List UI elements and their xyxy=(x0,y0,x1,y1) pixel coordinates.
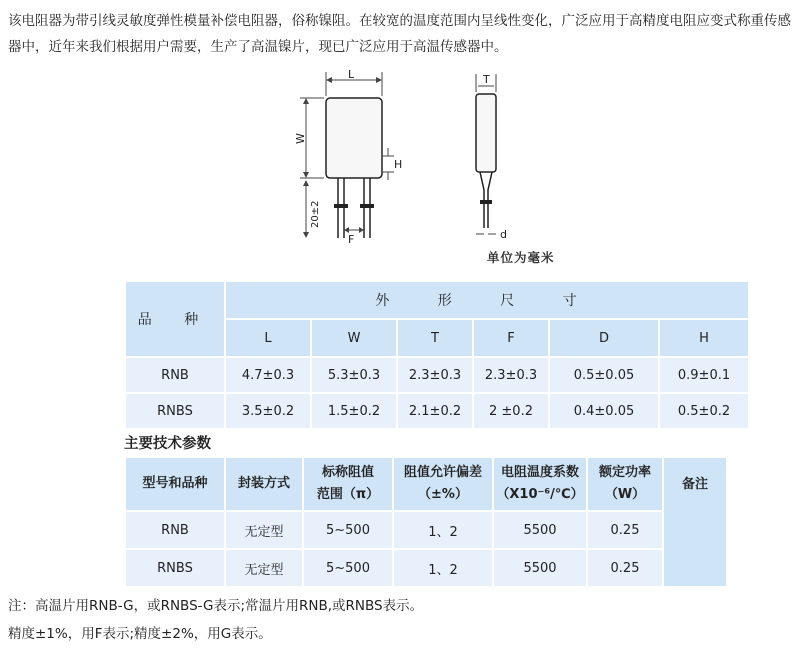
label-T: T xyxy=(483,73,490,86)
col-header-H: H xyxy=(660,320,748,356)
intro-paragraph: 该电阻器为带引线灵敏度弹性模量补偿电阻器，俗称镍阻。在较宽的温度范围内呈线性变化，广泛应用于高精度电阻应变式称重传感器中，近年来我们根据用户需要，生产了高温镍片，现已广泛应用于高温传感器中。 xyxy=(8,13,791,55)
cell: 无定型 xyxy=(226,550,302,586)
col-header-resistance-range: 标称阻值 范围（π） xyxy=(304,458,392,510)
dimensions-group-header: 外 形 尺 寸 xyxy=(226,282,748,318)
cell: 0.5±0.2 xyxy=(660,394,748,428)
note-line: 注：高温片用RNB-G，或RNBS-G表示;常温片用RNB,或RNBS表示。 xyxy=(8,598,424,614)
table-row xyxy=(126,358,748,392)
col-header-tolerance: 阻值允许偏差 （±%） xyxy=(394,458,492,510)
cell: 0.9±0.1 xyxy=(660,358,748,392)
col-header-tcr: 电阻温度系数 （X10⁻⁶/℃） xyxy=(494,458,586,510)
resistor-dimension-diagram xyxy=(290,68,600,248)
resistor-body-front xyxy=(326,98,382,178)
note-line: 精度±1%，用F表示;精度±2%，用G表示。 xyxy=(8,626,272,642)
cell: 4.7±0.3 xyxy=(226,358,310,392)
resistor-body-side xyxy=(476,94,496,172)
table-row xyxy=(126,394,748,428)
table-row xyxy=(126,550,726,586)
cell: 5500 xyxy=(494,512,586,548)
cell: 0.25 xyxy=(588,512,662,548)
row-name: RNB xyxy=(126,358,224,392)
label-H: H xyxy=(394,158,403,171)
cell: 3.5±0.2 xyxy=(226,394,310,428)
col-header-model: 型号和品种 xyxy=(126,458,224,510)
col-header-T: T xyxy=(398,320,472,356)
dimensions-table xyxy=(124,280,750,430)
cell: RNBS xyxy=(126,550,224,586)
cell: 无定型 xyxy=(226,512,302,548)
col-header-remarks: 备注 xyxy=(664,458,726,586)
table-row xyxy=(126,512,726,548)
cell: 5.3±0.3 xyxy=(312,358,396,392)
cell: 5~500 xyxy=(304,512,392,548)
variety-header: 品 种 xyxy=(126,282,224,356)
col-header-power: 额定功率 （W） xyxy=(588,458,662,510)
cell: 0.4±0.05 xyxy=(550,394,658,428)
col-header-W: W xyxy=(312,320,396,356)
cell: 2 ±0.2 xyxy=(474,394,548,428)
label-20: 20±2 xyxy=(310,200,321,228)
notes xyxy=(8,592,423,648)
cell: 2.1±0.2 xyxy=(398,394,472,428)
col-header-F: F xyxy=(474,320,548,356)
col-header-L: L xyxy=(226,320,310,356)
unit-note: 单位为毫米 xyxy=(487,250,555,265)
cell: RNB xyxy=(126,512,224,548)
cell: 2.3±0.3 xyxy=(474,358,548,392)
cell: 0.25 xyxy=(588,550,662,586)
label-W: W xyxy=(294,133,307,144)
cell: 1.5±0.2 xyxy=(312,394,396,428)
label-L: L xyxy=(348,68,355,81)
cell: 1、2 xyxy=(394,550,492,586)
cell: 5500 xyxy=(494,550,586,586)
col-header-D: D xyxy=(550,320,658,356)
col-header-package: 封装方式 xyxy=(226,458,302,510)
cell: 2.3±0.3 xyxy=(398,358,472,392)
row-name: RNBS xyxy=(126,394,224,428)
cell: 5~500 xyxy=(304,550,392,586)
parameters-table xyxy=(124,456,728,588)
label-d: d xyxy=(500,228,507,241)
label-F: F xyxy=(348,233,355,246)
cell: 1、2 xyxy=(394,512,492,548)
params-title: 主要技术参数 xyxy=(124,436,211,452)
cell: 0.5±0.05 xyxy=(550,358,658,392)
